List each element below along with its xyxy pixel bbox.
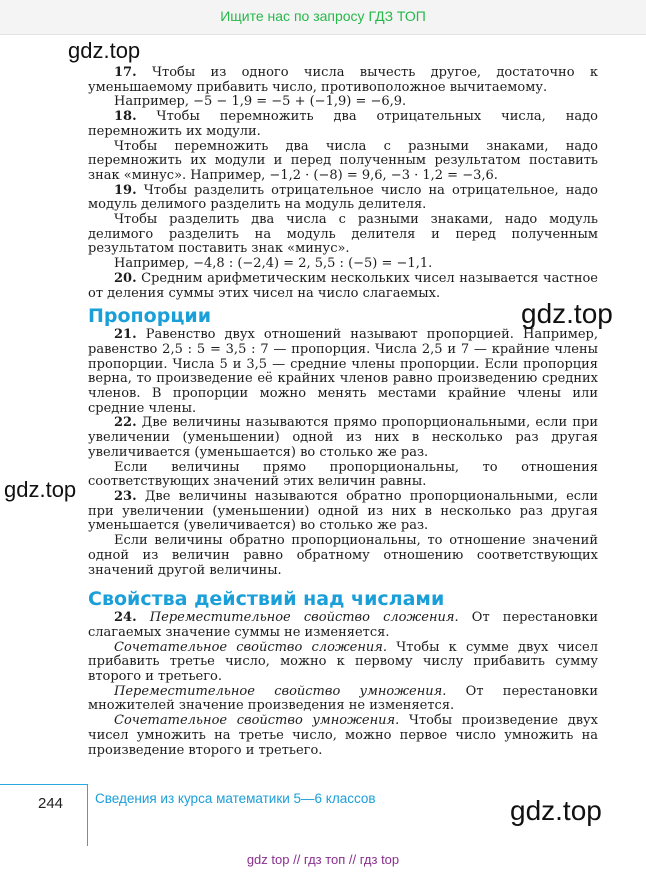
bottom-bar: gdz top // гдз топ // гдз top: [246, 852, 400, 867]
paragraph-22: 22. Две величины называются прямо пропорциональными, если при увеличении (уменьшении) одной из них в несколько раз другая увеличивается (уменьшается) во столько же раз.: [88, 415, 598, 460]
paragraph-24-c: Переместительное свойство умножения. От перестановки множителей значение произведения не изменяется.: [88, 683, 598, 714]
paragraph-20: 20. Средним арифметическим нескольких чисел называется частное от деления суммы этих чисел на число слагаемых.: [88, 270, 598, 301]
paragraph-19-b: Чтобы разделить два числа с разными знаками, надо модуль делимого разделить на модуль делителя и перед полученным результатом поставить знак «минус».: [88, 212, 598, 257]
watermark: gdz.top: [510, 795, 602, 826]
watermark: gdz.top: [4, 477, 77, 502]
paragraph-23: 23. Две величины называются обратно пропорциональными, если при увеличении (уменьшении) одной из них в несколько раз другая уменьшается (увеличивается) во столько же раз.: [88, 488, 598, 534]
section-heading-properties: Свойства действий над числами: [88, 588, 445, 611]
paragraph-22-b: Если величины прямо пропорциональны, то отношения соответствующих значений этих величин равны.: [88, 459, 598, 490]
watermark: gdz.top: [521, 298, 613, 329]
paragraph-18: 18. Чтобы перемножить два отрицательных числа, надо перемножить их модули.: [88, 109, 598, 139]
page-number: 244: [38, 795, 64, 812]
paragraph-23-b: Если величины обратно пропорциональны, то отношение значений одной из величин равно обратному отношению соответствующих значений другой величины.: [88, 533, 598, 578]
paragraph-24-b: Сочетательное свойство сложения. Чтобы к сумме двух чисел прибавить третье число, можно к первому числу прибавить сумму второго и третьего.: [88, 639, 598, 685]
paragraph-24: 24. Переместительное свойство сложения. От перестановки слагаемых значение суммы не изменяется.: [88, 610, 599, 640]
paragraph-17-example: Например, −5 − 1,9 = −5 + (−1,9) = −6,9.: [114, 94, 407, 110]
paragraph-24-d: Сочетательное свойство умножения. Чтобы произведение двух чисел умножить на третье число, можно первое число умножить на произведение второго и третьего.: [88, 713, 598, 758]
paragraph-17: 17. Чтобы из одного числа вычесть другое, достаточно к уменьшаемому прибавить число, противоположное вычитаемому.: [88, 65, 598, 95]
top-banner: [0, 0, 646, 35]
footer-title: Сведения из курса математики 5—6 классов: [95, 791, 376, 806]
section-heading-proportions: Пропорции: [88, 305, 212, 328]
page-content: [88, 66, 598, 758]
paragraph-19: 19. Чтобы разделить отрицательное число на отрицательное, надо модуль делимого разделить на модуль делителя.: [88, 182, 598, 213]
watermark: gdz.top: [68, 38, 141, 63]
paragraph-21: 21. Равенство двух отношений называют пропорцией. Например, равенство 2,5 : 5 = 3,5 : 7 — пропорция. Числа 2,5 и 7 — крайние члены пропорции. Числа 5 и 3,5 — средние члены пропорции. Если пропорция верна, то произведение её крайних членов равно произведению средних членов. В пропорции можно менять местами крайние члены или средние члены.: [88, 327, 598, 416]
paragraph-19-example: Например, −4,8 : (−2,4) = 2, 5,5 : (−5) = −1,1.: [114, 256, 433, 272]
footer-divider: [0, 784, 88, 785]
footer-divider-vertical: [87, 784, 88, 846]
paragraph-18-b: Чтобы перемножить два числа с разными знаками, надо перемножить их модули и перед полученным результатом поставить знак «минус». Например, −1,2 · (−8) = 9,6, −3 · 1,2 = −3,6.: [88, 138, 598, 183]
top-banner-text: Ищите нас по запросу ГДЗ ТОП: [220, 8, 426, 24]
